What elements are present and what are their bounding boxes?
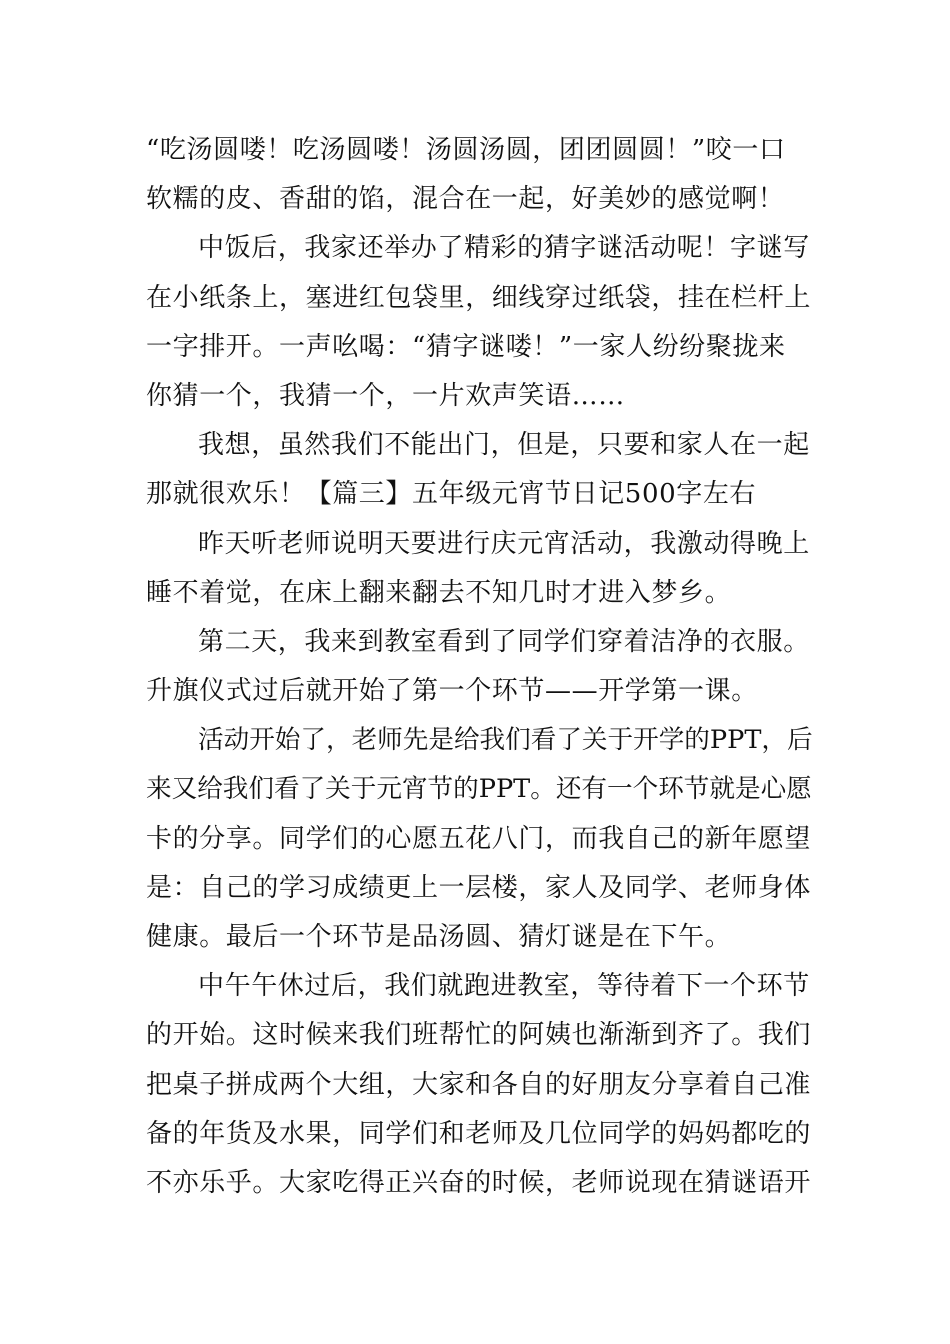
text-line: “吃汤圆喽！吃汤圆喽！汤圆汤圆，团团圆圆！”咬一口 — [146, 135, 786, 165]
document-body — [146, 126, 814, 1208]
text-line: 第二天，我来到教室看到了同学们穿着洁净的衣服。 — [198, 626, 810, 657]
text-line: 中午午休过后，我们就跑进教室，等待着下一个环节 — [198, 971, 810, 1002]
text-line: 把桌子拼成两个大组，大家和各自的好朋友分享着自己准 — [146, 1069, 812, 1100]
text-line: 在小纸条上，塞进红包袋里，细线穿过纸袋，挂在栏杆上 — [146, 282, 812, 313]
text-line: 软糯的皮、香甜的馅，混合在一起，好美妙的感觉啊！ — [146, 184, 785, 215]
text-line: 那就很欢乐！【篇三】五年级元宵节日记500字左右 — [146, 479, 757, 510]
text-line: 健康。最后一个环节是品汤圆、猜灯谜是在下午。 — [146, 922, 732, 952]
text-line: 中饭后，我家还举办了精彩的猜字谜活动呢！字谜写 — [198, 233, 810, 264]
text-line: 不亦乐乎。大家吃得正兴奋的时候，老师说现在猜谜语开 — [146, 1167, 812, 1198]
text-line: 的开始。这时候来我们班帮忙的阿姨也渐渐到齐了。我们 — [146, 1020, 812, 1051]
text-line: 你猜一个，我猜一个，一片欢声笑语…… — [146, 380, 625, 411]
text-line: 睡不着觉，在床上翻来翻去不知几时才进入梦乡。 — [146, 577, 732, 608]
text-line: 一字排开。一声吆喝：“猜字谜喽！”一家人纷纷聚拢来 — [146, 331, 786, 362]
text-line: 升旗仪式过后就开始了第一个环节——开学第一课。 — [146, 676, 758, 707]
text-line: 活动开始了，老师先是给我们看了关于开学的PPT，后 — [198, 725, 813, 756]
text-line: 卡的分享。同学们的心愿五花八门，而我自己的新年愿望 — [146, 823, 812, 854]
text-line: 备的年货及水果，同学们和老师及几位同学的妈妈都吃的 — [146, 1118, 812, 1149]
text-line: 来又给我们看了关于元宵节的PPT。还有一个环节就是心愿 — [146, 774, 812, 805]
text-line: 是：自己的学习成绩更上一层楼，家人及同学、老师身体 — [146, 872, 812, 903]
text-line: 我想，虽然我们不能出门，但是，只要和家人在一起 — [198, 430, 810, 461]
text-line: 昨天听老师说明天要进行庆元宵活动，我激动得晚上 — [198, 528, 810, 559]
